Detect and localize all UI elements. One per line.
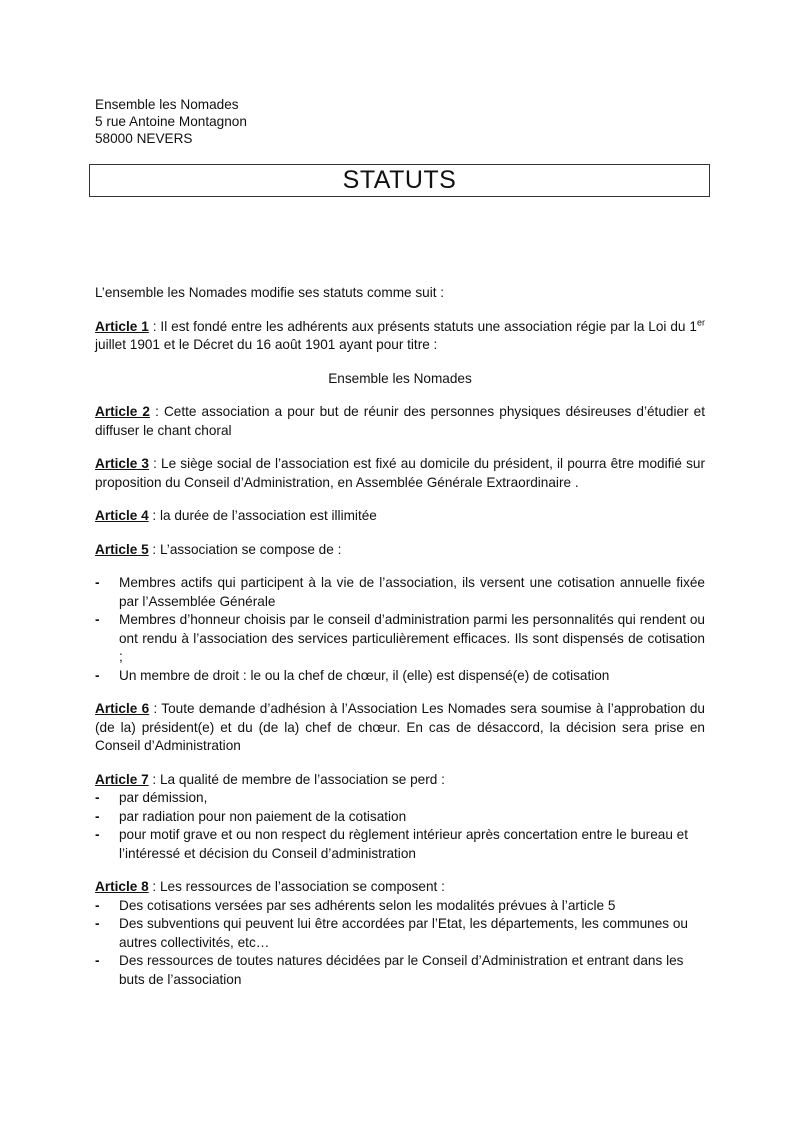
bullet-dash: - <box>95 667 100 683</box>
article-5-label: Article 5 <box>95 541 149 557</box>
article-7 <box>95 771 705 790</box>
article-1 <box>95 318 705 355</box>
sender-street: 5 rue Antoine Montagnon <box>95 114 247 129</box>
article-5 <box>95 541 705 560</box>
association-name-line: Ensemble les Nomades <box>328 370 472 386</box>
article-5-list <box>95 574 705 685</box>
list-item: - Des ressources de toutes natures décidées par le Conseil d’Administration et entrant dans les buts de l’association <box>95 953 684 987</box>
article-8 <box>95 878 705 897</box>
list-item: - par radiation pour non paiement de la cotisation <box>95 808 705 827</box>
list-item: - pour motif grave et ou non respect du règlement intérieur après concertation entre le bureau et l’intéressé et décision du Conseil d’administration <box>95 827 689 861</box>
article-8-list <box>95 897 705 990</box>
article-8-text: : Les ressources de l’association se composent : <box>148 879 445 894</box>
article-1-sup: er <box>696 316 705 327</box>
article-3-text: : Le siège social de l’association est fixé au domicile du président, il pourra être modifié sur proposition du Conseil d’Administration, en Assemblée Générale Extraordinaire . <box>95 456 705 490</box>
article-2-text: : Cette association a pour but de réunir des personnes physiques désireuses d’étudier et diffuser le chant choral <box>95 404 705 438</box>
intro-paragraph: L’ensemble les Nomades modifie ses statuts comme suit : <box>95 285 445 300</box>
sender-name: Ensemble les Nomades <box>95 97 239 112</box>
article-6-text: : Toute demande d’adhésion à l’Association Les Nomades sera soumise à l’approbation du (de la) président(e) et du (de la) chef de chœur. En cas de désaccord, la décision sera prise en Conseil d’Administration <box>95 701 705 753</box>
list-item: - Des subventions qui peuvent lui être accordées par l’Etat, les départements, les communes ou autres collectivités, etc… <box>95 916 688 950</box>
document-title: STATUTS <box>89 164 710 197</box>
article-1-text-a: : Il est fondé entre les adhérents aux présents statuts une association régie par la Loi du 1 <box>148 318 697 334</box>
bullet-dash: - <box>95 808 100 824</box>
list-item: - Des cotisations versées par ses adhérents selon les modalités prévues à l’article 5 <box>95 897 705 916</box>
sender-address <box>95 96 705 147</box>
article-7-label: Article 7 <box>95 771 149 787</box>
bullet-dash: - <box>95 612 100 627</box>
article-2-label: Article 2 <box>95 404 150 419</box>
article-4 <box>95 507 705 526</box>
bullet-dash: - <box>95 790 100 805</box>
article-3 <box>95 455 705 492</box>
article-7-list <box>95 789 705 863</box>
list-item: - par démission, <box>95 789 705 808</box>
article-8-label: Article 8 <box>95 879 149 894</box>
article-4-label: Article 4 <box>95 508 149 523</box>
list-item: - Un membre de droit : le ou la chef de chœur, il (elle) est dispensé(e) de cotisation <box>95 667 705 686</box>
bullet-dash: - <box>95 897 100 913</box>
article-7-text: : La qualité de membre de l’association se perd : <box>148 771 445 787</box>
document-body <box>95 284 705 989</box>
article-4-text: : la durée de l’association est illimitée <box>148 508 377 523</box>
sender-city: 58000 NEVERS <box>95 131 193 146</box>
article-6 <box>95 700 705 756</box>
article-5-text: : L’association se compose de : <box>148 541 342 557</box>
bullet-dash: - <box>95 953 100 968</box>
article-1-label: Article 1 <box>95 318 149 334</box>
article-6-label: Article 6 <box>95 701 150 716</box>
article-2 <box>95 403 705 440</box>
list-item: - Membres d’honneur choisis par le conseil d’administration parmi les personnalités qui rendent ou ont rendu à l’association des services particulièrement efficaces. Ils sont dispensés de cotisation ; <box>95 612 705 664</box>
list-item: - Membres actifs qui participent à la vie de l’association, ils versent une cotisation annuelle fixée par l’Assemblée Générale <box>95 575 705 609</box>
article-3-label: Article 3 <box>95 456 149 471</box>
bullet-dash: - <box>95 916 100 931</box>
bullet-dash: - <box>95 827 100 842</box>
bullet-dash: - <box>95 575 100 590</box>
article-1-text-b: juillet 1901 et le Décret du 16 août 1901 ayant pour titre : <box>95 337 438 352</box>
